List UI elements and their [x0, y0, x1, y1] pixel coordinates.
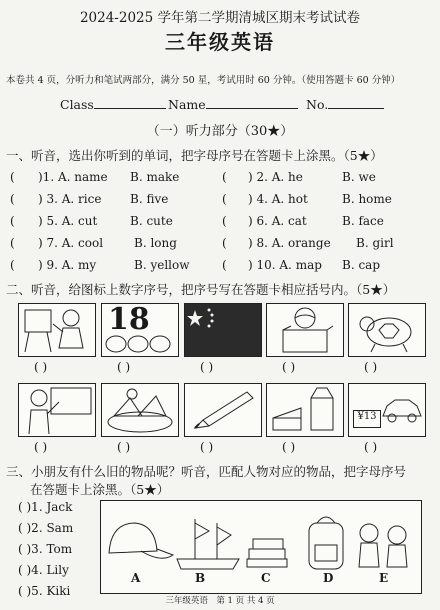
- teacher-board-icon: [19, 384, 95, 436]
- q4-option-b: B. home: [342, 192, 392, 206]
- answer-paren[interactable]: ( ): [200, 440, 214, 454]
- turtle-icon: [349, 304, 425, 356]
- exam-title: 2024-2025 学年第二学期清城区期末考试试卷: [79, 10, 361, 26]
- class-label: Class: [60, 97, 94, 112]
- q9-option-a: ) 9. A. my: [38, 258, 97, 272]
- q4-option-a: ) 4. A. hot: [248, 192, 308, 206]
- class-field[interactable]: [60, 96, 166, 112]
- answer-paren[interactable]: ( ): [364, 360, 378, 374]
- car-icon: [381, 392, 423, 428]
- answer-paren[interactable]: (: [10, 236, 15, 250]
- part2-instruction: 二、听音，给图标上数字序号，把序号写在答题卡相应括号内。（5★）: [6, 282, 396, 297]
- backpack-icon: [309, 517, 343, 569]
- picture-girl-drawing: [18, 303, 96, 357]
- picture-teacher: [18, 383, 96, 437]
- answer-paren[interactable]: ( ): [282, 440, 296, 454]
- answer-paren[interactable]: (: [222, 170, 227, 184]
- dolls-icon: [359, 524, 407, 567]
- match-item-jack[interactable]: ( )1. Jack: [18, 500, 73, 514]
- q10-option-b: B. cap: [342, 258, 381, 272]
- answer-paren[interactable]: (: [10, 258, 15, 272]
- name-field[interactable]: [168, 96, 298, 112]
- q3-option-a: ) 3. A. rice: [38, 192, 102, 206]
- option-b-label: B: [195, 571, 206, 585]
- answer-paren[interactable]: ( ): [117, 360, 131, 374]
- answer-paren[interactable]: (: [222, 236, 227, 250]
- part3-instruction-line2: 在答题卡上涂黑。（5★）: [30, 482, 170, 497]
- option-a-label: A: [131, 571, 141, 585]
- items-picture-box: [100, 500, 422, 594]
- picture-fruit-plate: [101, 383, 179, 437]
- q9-option-b: B. yellow: [134, 258, 190, 272]
- answer-paren[interactable]: ( ): [282, 360, 296, 374]
- ball-on-box-icon: [267, 304, 343, 356]
- match-item-lily[interactable]: ( )4. Lily: [18, 563, 69, 577]
- flag-icon: [185, 304, 261, 356]
- option-d-label: D: [323, 571, 334, 585]
- picture-china-flag: [184, 303, 262, 357]
- answer-paren[interactable]: ( ): [34, 440, 48, 454]
- picture-turtle: [348, 303, 426, 357]
- q10-option-a: ) 10. A. map: [248, 258, 322, 272]
- q1-option-a: )1. A. name: [38, 170, 108, 184]
- girl-easel-icon: [19, 304, 95, 356]
- q8-option-b: B. girl: [356, 236, 394, 250]
- answer-paren[interactable]: ( ): [364, 440, 378, 454]
- q2-option-b: B. we: [342, 170, 376, 184]
- number-18: 18: [108, 302, 150, 337]
- q8-option-a: ) 8. A. orange: [248, 236, 331, 250]
- q1-option-b: B. make: [130, 170, 180, 184]
- picture-cake-milk: [266, 383, 344, 437]
- part1-instruction: 一、听音，选出你听到的单词，把字母序号在答题卡上涂黑。（5★）: [6, 148, 383, 163]
- answer-paren[interactable]: (: [222, 192, 227, 206]
- books-icon: [247, 539, 287, 567]
- answer-paren[interactable]: (: [222, 214, 227, 228]
- answer-paren[interactable]: (: [10, 192, 15, 206]
- answer-paren[interactable]: ( ): [34, 360, 48, 374]
- ship-icon: [177, 519, 239, 569]
- answer-paren[interactable]: ( ): [117, 440, 131, 454]
- number-field[interactable]: [306, 96, 384, 112]
- q5-option-a: ) 5. A. cut: [38, 214, 98, 228]
- option-c-label: C: [261, 571, 271, 585]
- number-label: No.: [306, 97, 329, 112]
- q3-option-b: B. five: [130, 192, 169, 206]
- part3-instruction-line1: 三、小朋友有什么旧的物品呢？听音，匹配人物对应的物品，把字母序号: [6, 464, 407, 479]
- q6-option-a: ) 6. A. cat: [248, 214, 307, 228]
- q6-option-b: B. face: [342, 214, 384, 228]
- name-label: Name: [168, 97, 206, 112]
- exam-note: 本卷共 4 页，分听力和笔试两部分，满分 50 星，考试用时 60 分钟。（使用答题卡 60 分钟）: [6, 75, 401, 86]
- pumpkins-icon: [102, 332, 178, 356]
- cap-icon: [109, 523, 173, 558]
- price-tag: ¥13: [353, 410, 381, 428]
- subject-title: 三年级英语: [165, 30, 275, 54]
- page-footer: 三年级英语 第 1 页 共 4 页: [165, 596, 275, 606]
- answer-paren[interactable]: (: [222, 258, 227, 272]
- answer-paren[interactable]: (: [10, 170, 15, 184]
- option-e-label: E: [379, 571, 389, 585]
- q5-option-b: B. cute: [130, 214, 173, 228]
- q7-option-a: ) 7. A. cool: [38, 236, 104, 250]
- pencil-icon: [185, 384, 261, 436]
- q2-option-a: ) 2. A. he: [248, 170, 303, 184]
- match-item-tom[interactable]: ( )3. Tom: [18, 542, 73, 556]
- picture-pencil: [184, 383, 262, 437]
- cake-milk-icon: [267, 384, 343, 436]
- picture-number-pumpkins: [101, 303, 179, 357]
- fruit-icon: [102, 384, 178, 436]
- answer-paren[interactable]: (: [10, 214, 15, 228]
- section-title: （一）听力部分（30★）: [146, 124, 294, 139]
- answer-paren[interactable]: ( ): [200, 360, 214, 374]
- picture-price-car: [348, 383, 426, 437]
- match-item-sam[interactable]: ( )2. Sam: [18, 521, 74, 535]
- q7-option-b: B. long: [134, 236, 177, 250]
- match-item-kiki[interactable]: ( )5. Kiki: [18, 584, 71, 598]
- picture-ball-box: [266, 303, 344, 357]
